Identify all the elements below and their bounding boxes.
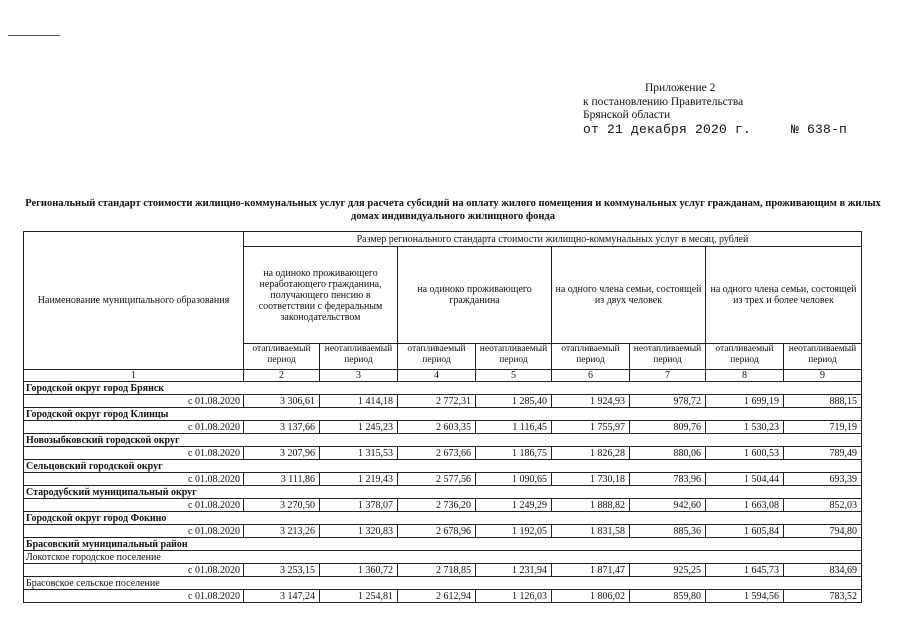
municipality-row <box>24 486 862 499</box>
subheader: отапливаемый период <box>706 344 784 370</box>
municipality-name: Стародубский муниципальный округ <box>24 486 862 499</box>
municipality-row <box>24 408 862 421</box>
column-index: 7 <box>630 370 706 382</box>
column-index: 9 <box>784 370 862 382</box>
value-cell: 3 147,24 <box>244 590 320 603</box>
group-header: на одиноко проживающего гражданина <box>398 247 552 344</box>
value-cell: 2 603,35 <box>398 421 476 434</box>
table-row <box>24 525 862 538</box>
value-cell: 2 772,31 <box>398 395 476 408</box>
municipality-row <box>24 538 862 551</box>
value-cell: 2 577,56 <box>398 473 476 486</box>
value-cell: 2 678,96 <box>398 525 476 538</box>
settlement-row <box>24 577 862 590</box>
municipality-row <box>24 512 862 525</box>
value-cell: 1 831,58 <box>552 525 630 538</box>
value-cell: 1 254,81 <box>320 590 398 603</box>
group-header: на одного члена семьи, состоящей из двух человек <box>552 247 706 344</box>
table-body <box>24 382 862 603</box>
index-row <box>24 370 862 382</box>
value-cell: 1 663,08 <box>706 499 784 512</box>
municipality-row <box>24 460 862 473</box>
row-date: с 01.08.2020 <box>24 499 244 512</box>
municipality-name: Сельцовский городской округ <box>24 460 862 473</box>
column-index: 8 <box>706 370 784 382</box>
value-cell: 3 270,50 <box>244 499 320 512</box>
table-row <box>24 590 862 603</box>
value-cell: 1 126,03 <box>476 590 552 603</box>
value-cell: 1 806,02 <box>552 590 630 603</box>
value-cell: 888,15 <box>784 395 862 408</box>
column-index: 5 <box>476 370 552 382</box>
row-date: с 01.08.2020 <box>24 421 244 434</box>
settlement-name: Брасовское сельское поселение <box>24 577 862 590</box>
appendix-date-number: от 21 декабря 2020 г. № 638-п <box>583 121 848 137</box>
value-cell: 1 186,75 <box>476 447 552 460</box>
row-date: с 01.08.2020 <box>24 525 244 538</box>
subheader: неотапливаемый период <box>476 344 552 370</box>
value-cell: 1 116,45 <box>476 421 552 434</box>
column-index: 1 <box>24 370 244 382</box>
col-name-header: Наименование муниципального образования <box>24 232 244 370</box>
row-date: с 01.08.2020 <box>24 590 244 603</box>
value-cell: 1 605,84 <box>706 525 784 538</box>
document-title: Региональный стандарт стоимости жилищно-коммунальных услуг для расчета субсидий на оплату жилого помещения и коммунальных услуг гражданам, проживающим в жилых домах индивидуального жилищного фонда <box>25 198 881 222</box>
value-cell: 1 360,72 <box>320 564 398 577</box>
column-index: 2 <box>244 370 320 382</box>
value-cell: 719,19 <box>784 421 862 434</box>
column-index: 6 <box>552 370 630 382</box>
group-header: на одиноко проживающего неработающего гражданина, получающего пенсию в соответствии с федеральным законодательством <box>244 247 398 344</box>
value-cell: 3 213,26 <box>244 525 320 538</box>
value-cell: 1 414,18 <box>320 395 398 408</box>
value-cell: 783,52 <box>784 590 862 603</box>
value-cell: 1 378,07 <box>320 499 398 512</box>
municipality-row <box>24 382 862 395</box>
value-cell: 1 285,40 <box>476 395 552 408</box>
subheader: отапливаемый период <box>552 344 630 370</box>
value-cell: 1 320,83 <box>320 525 398 538</box>
header-rule <box>8 35 60 36</box>
group-header: на одного члена семьи, состоящей из трех и более человек <box>706 247 862 344</box>
value-cell: 1 192,05 <box>476 525 552 538</box>
table-row <box>24 564 862 577</box>
table-row <box>24 447 862 460</box>
value-cell: 3 137,66 <box>244 421 320 434</box>
value-cell: 1 219,43 <box>320 473 398 486</box>
value-cell: 1 699,19 <box>706 395 784 408</box>
row-date: с 01.08.2020 <box>24 395 244 408</box>
municipality-name: Брасовский муниципальный район <box>24 538 862 551</box>
value-cell: 2 612,94 <box>398 590 476 603</box>
table-row <box>24 473 862 486</box>
value-cell: 1 645,73 <box>706 564 784 577</box>
settlement-name: Локотское городское поселение <box>24 551 862 564</box>
appendix-region: Брянской области <box>583 109 671 121</box>
value-cell: 1 504,44 <box>706 473 784 486</box>
municipality-name: Городской округ город Клинцы <box>24 408 862 421</box>
municipality-name: Городской округ город Фокино <box>24 512 862 525</box>
value-cell: 885,36 <box>630 525 706 538</box>
row-date: с 01.08.2020 <box>24 564 244 577</box>
row-date: с 01.08.2020 <box>24 447 244 460</box>
row-date: с 01.08.2020 <box>24 473 244 486</box>
value-cell: 1 231,94 <box>476 564 552 577</box>
value-cell: 1 888,82 <box>552 499 630 512</box>
subheader: неотапливаемый период <box>320 344 398 370</box>
value-cell: 978,72 <box>630 395 706 408</box>
subheader: отапливаемый период <box>244 344 320 370</box>
value-cell: 783,96 <box>630 473 706 486</box>
value-cell: 2 736,20 <box>398 499 476 512</box>
value-cell: 1 755,97 <box>552 421 630 434</box>
value-cell: 3 207,96 <box>244 447 320 460</box>
settlement-row <box>24 551 862 564</box>
value-cell: 693,39 <box>784 473 862 486</box>
value-cell: 880,06 <box>630 447 706 460</box>
value-cell: 3 111,86 <box>244 473 320 486</box>
value-cell: 1 245,23 <box>320 421 398 434</box>
value-cell: 1 924,93 <box>552 395 630 408</box>
value-cell: 925,25 <box>630 564 706 577</box>
appendix-block <box>583 82 847 136</box>
subheader: отапливаемый период <box>398 344 476 370</box>
value-cell: 1 594,56 <box>706 590 784 603</box>
value-cell: 789,49 <box>784 447 862 460</box>
value-cell: 3 306,61 <box>244 395 320 408</box>
appendix-resolution: к постановлению Правительства <box>583 95 744 108</box>
value-cell: 794,80 <box>784 525 862 538</box>
value-cell: 942,60 <box>630 499 706 512</box>
value-cell: 3 253,15 <box>244 564 320 577</box>
value-cell: 1 249,29 <box>476 499 552 512</box>
value-cell: 809,76 <box>630 421 706 434</box>
municipality-name: Новозыбковский городской округ <box>24 434 862 447</box>
value-cell: 1 090,65 <box>476 473 552 486</box>
table-row <box>24 499 862 512</box>
value-cell: 1 826,28 <box>552 447 630 460</box>
municipality-name: Городской округ город Брянск <box>24 382 862 395</box>
value-cell: 852,03 <box>784 499 862 512</box>
subheader: неотапливаемый период <box>630 344 706 370</box>
value-cell: 2 673,66 <box>398 447 476 460</box>
value-cell: 1 315,53 <box>320 447 398 460</box>
subheader: неотапливаемый период <box>784 344 862 370</box>
municipality-row <box>24 434 862 447</box>
column-index: 4 <box>398 370 476 382</box>
value-cell: 834,69 <box>784 564 862 577</box>
value-cell: 1 871,47 <box>552 564 630 577</box>
value-cell: 1 530,23 <box>706 421 784 434</box>
value-cell: 1 600,53 <box>706 447 784 460</box>
table-row <box>24 395 862 408</box>
size-header: Размер регионального стандарта стоимости жилищно-коммунальных услуг в месяц, рублей <box>244 232 862 247</box>
value-cell: 859,80 <box>630 590 706 603</box>
standards-table <box>23 231 862 603</box>
table-row <box>24 421 862 434</box>
appendix-title: Приложение 2 <box>645 82 716 94</box>
value-cell: 2 718,85 <box>398 564 476 577</box>
value-cell: 1 730,18 <box>552 473 630 486</box>
column-index: 3 <box>320 370 398 382</box>
